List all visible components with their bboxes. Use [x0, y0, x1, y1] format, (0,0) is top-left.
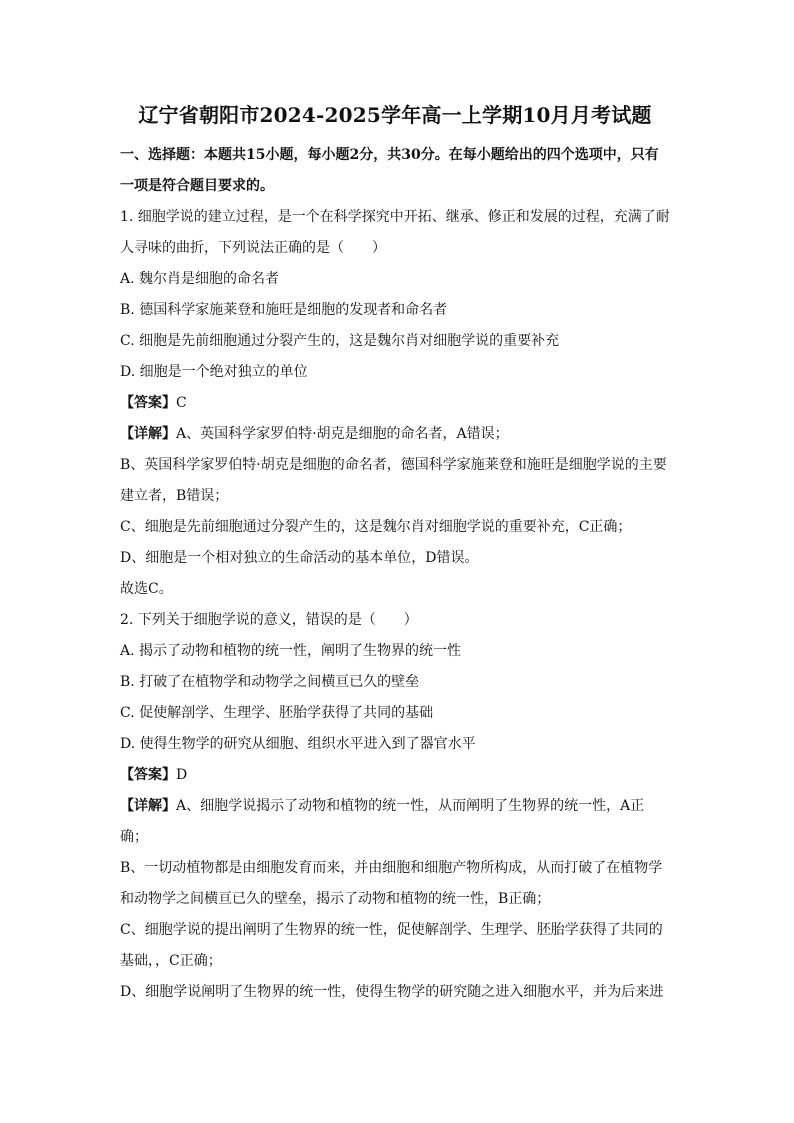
detail-text: A、细胞学说揭示了动物和植物的统一性，从而阐明了生物界的统一性，A正确；	[120, 798, 645, 845]
option-b: B. 德国科学家施莱登和施旺是细胞的发现者和命名者	[120, 302, 448, 318]
question-1	[120, 202, 670, 605]
option-c: C. 促使解剖学、生理学、胚胎学获得了共同的基础	[120, 705, 434, 721]
option-d: D. 细胞是一个绝对独立的单位	[120, 364, 308, 380]
detail-line: B、一切动植物都是由细胞发育而来，并由细胞和细胞产物所构成，从而打破了在植物学和动物学之间横亘已久的壁垒，揭示了动物和植物的统一性，B正确；	[120, 860, 663, 907]
question-stem: 1. 细胞学说的建立过程，是一个在科学探究中开拓、继承、修正和发展的过程，充满了耐人寻味的曲折，下列说法正确的是（ ）	[120, 209, 670, 256]
answer	[120, 760, 670, 791]
answer-label: 【答案】	[120, 767, 176, 783]
detail-line	[120, 419, 670, 450]
detail-line: D、细胞学说阐明了生物界的统一性，使得生物学的研究随之进入细胞水平，并为后来进	[120, 984, 664, 1000]
detail-label: 【详解】	[120, 426, 176, 442]
section-heading: 一、选择题：本题共15小题，每小题2分，共30分。在每小题给出的四个选项中，只有一项是符合题目要求的。	[120, 147, 659, 194]
answer-value: C	[176, 395, 187, 411]
conclusion-line: 故选C。	[120, 581, 173, 597]
detail-line: C、细胞学说的提出阐明了生物界的统一性，促使解剖学、生理学、胚胎学获得了共同的基础，，C正确；	[120, 922, 663, 969]
answer-value: D	[176, 767, 188, 783]
detail-text: A、英国科学家罗伯特·胡克是细胞的命名者，A错误；	[176, 426, 509, 442]
detail-line: B、英国科学家罗伯特·胡克是细胞的命名者，德国科学家施莱登和施旺是细胞学说的主要建立者，B错误；	[120, 457, 667, 504]
detail-line	[120, 791, 670, 853]
option-c: C. 细胞是先前细胞通过分裂产生的，这是魏尔肖对细胞学说的重要补充	[120, 333, 560, 349]
option-b: B. 打破了在植物学和动物学之间横亘已久的壁垒	[120, 674, 420, 690]
option-a: A. 揭示了动物和植物的统一性，阐明了生物界的统一性	[120, 643, 462, 659]
option-d: D. 使得生物学的研究从细胞、组织水平进入到了器官水平	[120, 736, 476, 752]
question-2	[120, 605, 670, 1008]
detail-line: C、细胞是先前细胞通过分裂产生的，这是魏尔肖对细胞学说的重要补充，C正确；	[120, 519, 632, 535]
document-page	[120, 100, 670, 1008]
detail-line: D、细胞是一个相对独立的生命活动的基本单位，D错误。	[120, 550, 479, 566]
answer	[120, 388, 670, 419]
answer-label: 【答案】	[120, 395, 176, 411]
document-title: 辽宁省朝阳市2024-2025学年高一上学期10月月考试题	[138, 103, 652, 127]
question-stem: 2. 下列关于细胞学说的意义，错误的是（ ）	[120, 612, 418, 628]
option-a: A. 魏尔肖是细胞的命名者	[120, 271, 280, 287]
detail-label: 【详解】	[120, 798, 176, 814]
